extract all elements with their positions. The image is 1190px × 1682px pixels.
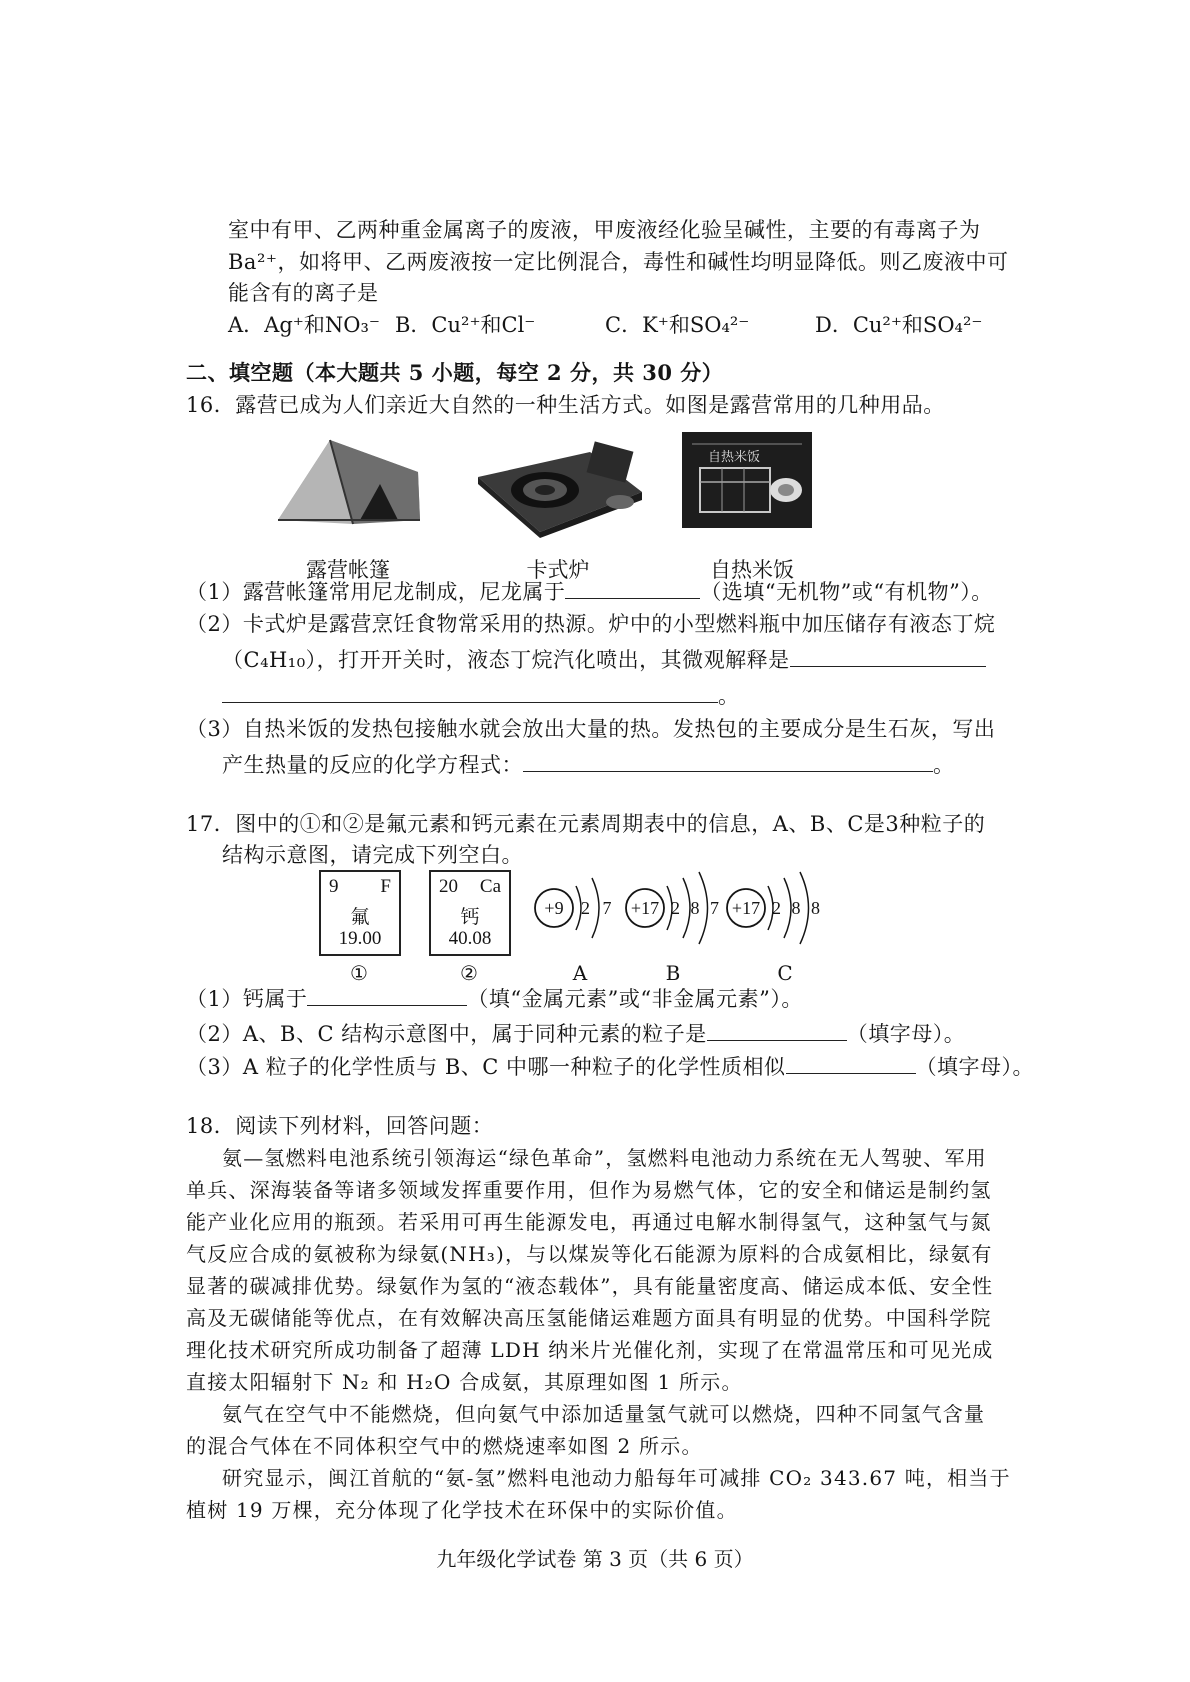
q16-part1-text: （1）露营帐篷常用尼龙制成，尼龙属于	[186, 580, 566, 604]
stove-image	[470, 432, 650, 540]
q15-option-b[interactable]: B．Cu²⁺和Cl⁻	[395, 313, 536, 337]
q18-line-2: 单兵、深海装备等诸多领域发挥重要作用，但作为易燃气体，它的安全和储运是制约氢	[186, 1178, 992, 1202]
q18-line-1: 氨—氢燃料电池系统引领海运“绿色革命”，氢燃料电池动力系统在无人驾驶、军用	[222, 1146, 987, 1170]
cell-f-mass: 19.00	[338, 928, 382, 949]
q17-part3-blank[interactable]	[786, 1053, 916, 1074]
atom-c	[727, 872, 823, 944]
atom-b-nucleus: +17	[630, 898, 660, 918]
q17-part2	[186, 1020, 965, 1048]
cell-ca-mass: 40.08	[448, 928, 492, 949]
q18-line-12: 植树 19 万棵，充分体现了化学技术在环保中的实际价值。	[186, 1498, 738, 1522]
q18-line-5: 显著的碳减排优势。绿氨作为氢的“液态载体”，具有能量密度高、储运成本低、安全性	[186, 1274, 994, 1298]
q18-line-6: 高及无碳储能等优点，在有效解决高压氢能储运难题方面具有明显的优势。中国科学院	[186, 1306, 992, 1330]
periodic-cell-fluorine	[319, 870, 401, 956]
caption-stove: 卡式炉	[526, 558, 590, 582]
q16-part2-end: 。	[718, 684, 740, 708]
q16-part1	[186, 578, 993, 606]
atom-a	[535, 878, 616, 938]
page-footer: 九年级化学试卷 第 3 页（共 6 页）	[436, 1547, 754, 1571]
q16-part1-hint: （选填“无机物”或“有机物”）。	[700, 580, 993, 604]
atom-b	[626, 872, 722, 944]
q18-line-10: 的混合气体在不同体积空气中的燃烧速率如图 2 所示。	[186, 1434, 703, 1458]
label-atom-b: B	[665, 961, 681, 985]
q17-part3-text: （3）A 粒子的化学性质与 B、C 中哪一种粒子的化学性质相似	[186, 1055, 786, 1079]
q18-line-3: 能产业化应用的瓶颈。若采用可再生能源发电，再通过电解水制得氢气，这种氢气与氮	[186, 1210, 992, 1234]
q18-line-7: 理化技术研究所成功制备了超薄 LDH 纳米片光催化剂，实现了在常温常压和可见光成	[186, 1338, 994, 1362]
q17-stem-1: 17．图中的①和②是氟元素和钙元素在元素周期表中的信息，A、B、C是3种粒子的	[186, 812, 986, 836]
tent-image	[268, 432, 428, 532]
cell-f-number: 9	[329, 876, 339, 897]
atom-c-nucleus: +17	[731, 898, 761, 918]
atom-b-shells: 2 8 7	[671, 898, 722, 918]
q15-option-d[interactable]: D．Cu²⁺和SO₄²⁻	[815, 313, 983, 337]
q18-line-8: 直接太阳辐射下 N₂ 和 H₂O 合成氨，其原理如图 1 所示。	[186, 1370, 743, 1394]
label-cell-2: ②	[460, 961, 478, 985]
label-cell-1: ①	[350, 961, 368, 985]
atom-a-shells: 2 7	[581, 898, 616, 918]
cell-f-name: 氟	[350, 907, 370, 928]
q16-part2-text: （C₄H₁₀），打开开关时，液态丁烷汽化喷出，其微观解释是	[222, 648, 790, 672]
section-heading: 二、填空题（本大题共 5 小题，每空 2 分，共 30 分）	[186, 360, 724, 385]
q16-part1-blank[interactable]	[565, 578, 700, 599]
atom-a-nucleus: +9	[544, 898, 564, 918]
q17-part2-blank[interactable]	[707, 1020, 847, 1041]
q16-stem: 16．露营已成为人们亲近大自然的一种生活方式。如图是露营常用的几种用品。	[186, 393, 945, 417]
q16-part2-blank-1[interactable]	[790, 646, 986, 667]
atom-diagrams	[528, 858, 838, 958]
cell-ca-number: 20	[439, 876, 458, 897]
cell-ca-name: 钙	[460, 907, 480, 928]
q16-part3-line1: （3）自热米饭的发热包接触水就会放出大量的热。发热包的主要成分是生石灰，写出	[186, 717, 996, 741]
q16-part2-line3	[222, 682, 740, 710]
q17-part2-hint: （填字母）。	[846, 1022, 966, 1046]
label-atom-c: C	[777, 961, 793, 985]
q17-part2-text: （2）A、B、C 结构示意图中，属于同种元素的粒子是	[186, 1022, 707, 1046]
q15-line-1: 室中有甲、乙两种重金属离子的废液，甲废液经化验呈碱性，主要的有毒离子为	[228, 218, 981, 242]
q15-line-2: Ba²⁺，如将甲、乙两废液按一定比例混合，毒性和碱性均明显降低。则乙废液中可	[228, 250, 1009, 274]
q17-stem-2: 结构示意图，请完成下列空白。	[222, 843, 523, 867]
q17-part3-hint: （填字母）。	[915, 1055, 1035, 1079]
caption-tent: 露营帐篷	[306, 558, 390, 582]
label-atom-a: A	[572, 961, 588, 985]
q16-part3-end: 。	[933, 753, 955, 777]
q16-part3-text: 产生热量的反应的化学方程式：	[222, 753, 523, 777]
q17-part1	[186, 985, 803, 1013]
q17-part1-blank[interactable]	[307, 985, 467, 1006]
self-heating-rice-image	[682, 432, 812, 528]
cell-ca-symbol: Ca	[479, 876, 501, 897]
q16-part2-line2	[222, 646, 986, 674]
q16-part3-line2	[222, 751, 955, 779]
q15-option-a[interactable]: A．Ag⁺和NO₃⁻	[228, 313, 380, 337]
atom-c-shells: 2 8 8	[772, 898, 823, 918]
q16-part2-line1: （2）卡式炉是露营烹饪食物常采用的热源。炉中的小型燃料瓶中加压储存有液态丁烷	[186, 612, 996, 636]
q15-option-c[interactable]: C．K⁺和SO₄²⁻	[605, 313, 750, 337]
periodic-cell-calcium	[429, 870, 511, 956]
q18-stem: 18．阅读下列材料，回答问题：	[186, 1114, 494, 1138]
caption-rice: 自热米饭	[710, 558, 794, 582]
q18-line-4: 气反应合成的氨被称为绿氨(NH₃)，与以煤炭等化石能源为原料的合成氨相比，绿氨有	[186, 1242, 993, 1266]
q18-line-11: 研究显示，闽江首航的“氨-氢”燃料电池动力船每年可减排 CO₂ 343.67 吨，相当于	[222, 1466, 1011, 1490]
rice-box-text: 自热米饭	[708, 450, 761, 465]
q16-part2-blank-2[interactable]	[222, 682, 718, 703]
q17-part3	[186, 1053, 1034, 1081]
q17-part1-hint: （填“金属元素”或“非金属元素”）。	[467, 987, 803, 1011]
q16-part3-blank[interactable]	[523, 751, 933, 772]
q15-line-3: 能含有的离子是	[228, 281, 379, 305]
cell-f-symbol: F	[380, 876, 391, 897]
q18-line-9: 氨气在空气中不能燃烧，但向氨气中添加适量氢气就可以燃烧，四种不同氢气含量	[222, 1402, 986, 1426]
q17-part1-text: （1）钙属于	[186, 987, 308, 1011]
